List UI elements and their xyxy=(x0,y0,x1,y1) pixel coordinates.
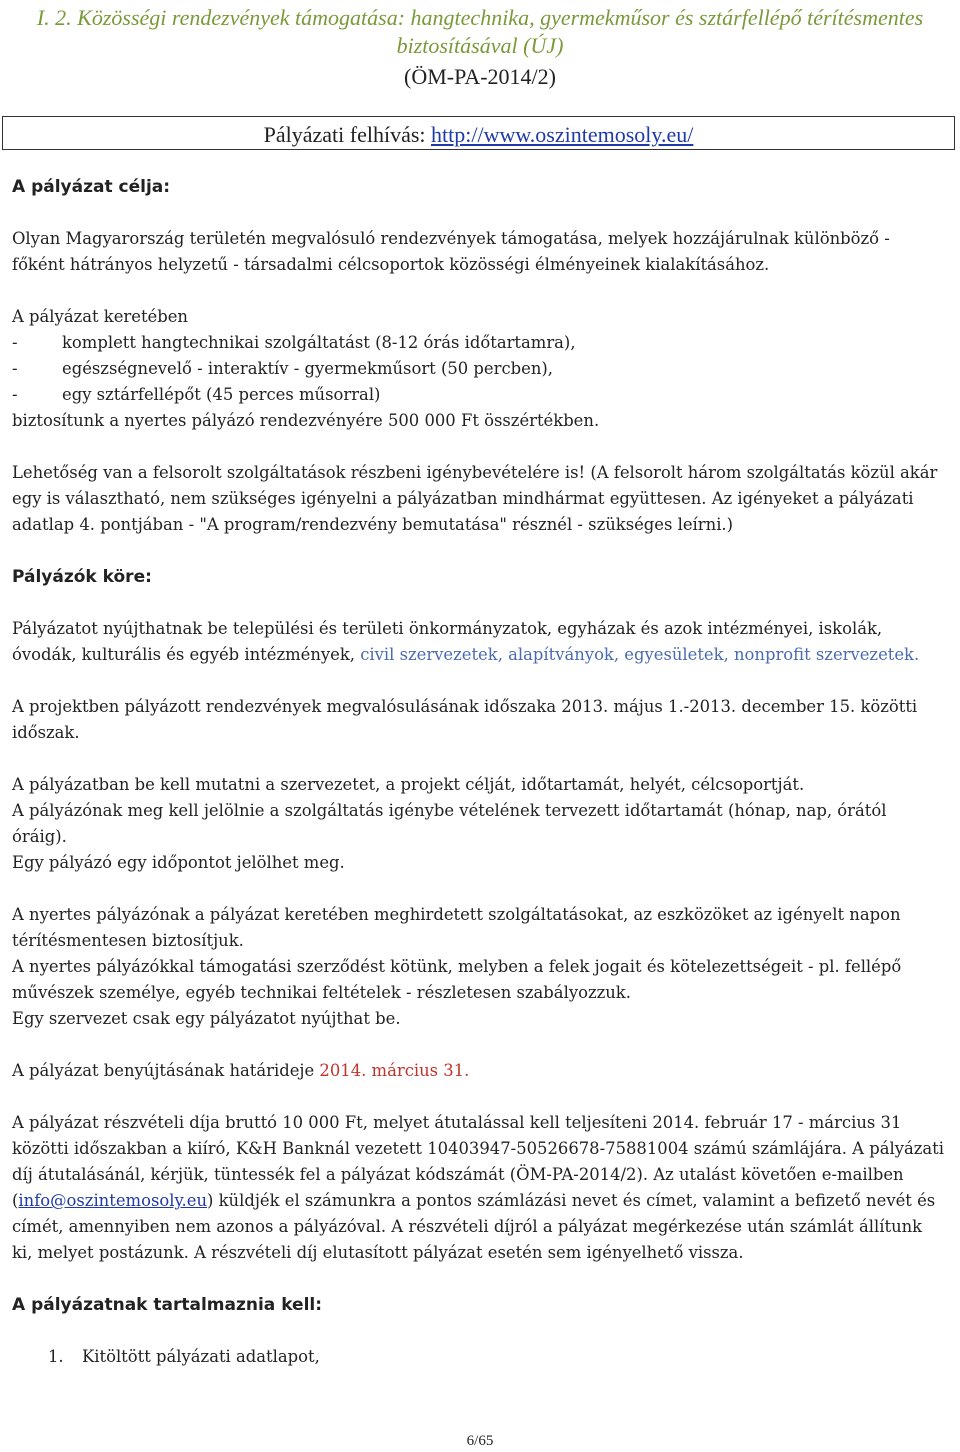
goal-heading: A pályázat célja: xyxy=(12,177,171,197)
period-text: A projektben pályázott rendezvények megvalósulásának időszaka 2013. május 1.-2013. december 15. közötti időszak. xyxy=(12,697,918,742)
list-item-number: 1. xyxy=(48,1347,64,1366)
fee-text xyxy=(12,1110,944,1266)
list-item xyxy=(12,330,944,356)
list-item xyxy=(48,1344,944,1370)
content xyxy=(12,174,944,1370)
winner-line-3: Egy szervezet csak egy pályázatot nyújthat be. xyxy=(12,1009,401,1028)
list-item-text: egy sztárfellépőt (45 perces műsorral) xyxy=(62,385,381,404)
list-item-text: komplett hangtechnikai szolgáltatást (8-12 órás időtartamra), xyxy=(62,333,576,352)
call-link[interactable]: http://www.oszintemosoly.eu/ xyxy=(431,122,694,147)
list-item-text: Kitöltött pályázati adatlapot, xyxy=(82,1347,320,1366)
email-link[interactable]: info@oszintemosoly.eu xyxy=(18,1191,208,1210)
call-box xyxy=(2,116,955,150)
winner-line-2: A nyertes pályázókkal támogatási szerződést kötünk, melyben a felek jogait és kötelezettségeit - pl. fellépő művészek személye, egyéb technikai feltételek - részletesen szabályozzuk. xyxy=(12,957,902,1002)
deadline-label: A pályázat benyújtásának határideje xyxy=(12,1061,320,1080)
contents-heading: A pályázatnak tartalmaznia kell: xyxy=(12,1295,323,1315)
list-item xyxy=(12,356,944,382)
present-line-3: Egy pályázó egy időpontot jelölhet meg. xyxy=(12,853,345,872)
page-title: I. 2. Közösségi rendezvények támogatása: hangtechnika, gyermekműsor és sztárfellépő térítésmentes biztosításával (ÚJ) xyxy=(36,5,924,58)
fee-text-part1: A pályázat részvételi díja bruttó 10 000 Ft, melyet átutalással kell teljesíteni 2014. február 17 - március 31 közötti időszakban a kiíró, K&H Banknál vezetett 10403947-50526678-75881004 számú számlájára. A pályázati díj átutalásánál, kérjük, tüntessék fel a pályázat kódszámát (ÖM-PA-2014/2). Az utalást követően e-mailben ( xyxy=(12,1113,944,1210)
deadline-text xyxy=(12,1058,944,1084)
present-line-1: A pályázatban be kell mutatni a szervezetet, a projekt célját, időtartamát, helyét, célcsoportját. xyxy=(12,775,805,794)
applicants-text-highlight: civil szervezetek, alapítványok, egyesületek, nonprofit szervezetek. xyxy=(360,645,920,664)
contents-list xyxy=(12,1344,944,1370)
partial-use-text: Lehetőség van a felsorolt szolgáltatások részbeni igénybevételére is! (A felsorolt három szolgáltatás közül akár egy is választható, nem szükséges igényelni a pályázatban mindhármat együttesen. Az igényeket a pályázati adatlap 4. pontjában - "A program/rendezvény bemutatása" résznél - szükséges leírni.) xyxy=(12,463,938,534)
fee-text-part2: ) küldjék el számunkra a pontos számlázási nevet és címet, valamint a befizető nevét és címét, amennyiben nem azonos a pályázóval. A részvételi díjról a pályázat megérkezése után számlát állítunk ki, melyet postázunk. A részvételi díj elutasított pályázat esetén sem igényelhető vissza. xyxy=(12,1191,936,1262)
applicants-heading: Pályázók köre: xyxy=(12,567,152,587)
services-intro: A pályázat keretében xyxy=(12,307,188,326)
list-dash: - xyxy=(12,333,18,352)
goal-text: Olyan Magyarország területén megvalósuló rendezvények támogatása, melyek hozzájárulnak különböző - főként hátrányos helyzetű - társadalmi célcsoportok közösségi élményeinek kialakításához. xyxy=(12,229,890,274)
list-dash: - xyxy=(12,359,18,378)
services-outro: biztosítunk a nyertes pályázó rendezvényére 500 000 Ft összértékben. xyxy=(12,411,600,430)
list-item-text: egészségnevelő - interaktív - gyermekműsort (50 percben), xyxy=(62,359,553,378)
call-label: Pályázati felhívás: xyxy=(263,122,426,147)
applicants-text-plain: Pályázatot nyújthatnak be települési és területi önkormányzatok, egyházak és azok intézményei, iskolák, óvodák, kulturális és egyéb intézmények, xyxy=(12,619,883,664)
list-item xyxy=(12,382,944,408)
deadline-date: 2014. március 31. xyxy=(319,1061,470,1080)
program-code: (ÖM-PA-2014/2) xyxy=(404,64,556,89)
list-dash: - xyxy=(12,385,18,404)
present-line-2: A pályázónak meg kell jelölnie a szolgáltatás igénybe vételének tervezett időtartamát (hónap, nap, órától óráig). xyxy=(12,801,887,846)
page-number: 6/65 xyxy=(466,1433,494,1449)
applicants-text xyxy=(12,616,944,668)
winner-line-1: A nyertes pályázónak a pályázat keretében meghirdetett szolgáltatásokat, az eszközöket az igényelt napon térítésmentesen biztosítjuk. xyxy=(12,905,901,950)
